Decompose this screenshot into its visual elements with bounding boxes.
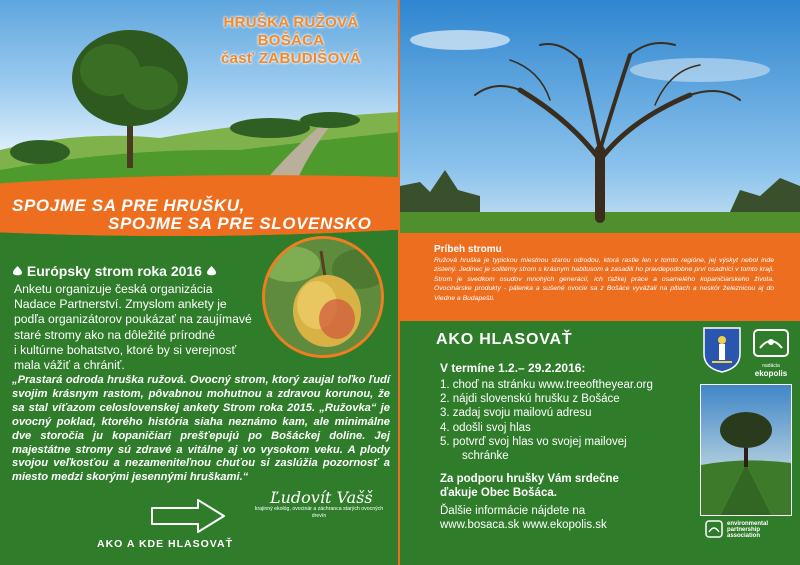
epa-icon	[705, 520, 723, 538]
more-info	[440, 504, 607, 532]
eurostrom-line: mala vážiť a chrániť.	[14, 358, 125, 373]
eurostrom-heading-text: Európsky strom roka 2016	[26, 263, 202, 279]
ekopolis-logo	[752, 328, 790, 376]
eurostrom-line: Nadace Partnerství. Zmyslom ankety je	[14, 297, 227, 312]
how-to-vote-title: AKO HLASOVAŤ	[436, 331, 573, 348]
title-line-3: časť ZABUDIŠOVÁ	[220, 50, 362, 67]
eurostrom-line: i kultúrne bohatstvo, ktoré by si verejnosť	[14, 342, 237, 357]
ekopolis-name: ekopolis	[754, 369, 788, 378]
title-line-2: BOŠÁCA	[257, 32, 325, 49]
tree-sunset-photo	[700, 384, 792, 516]
eurostrom-heading	[12, 263, 217, 279]
list-item: 2. nájdi slovenskú hrušku z Bošáce	[440, 393, 620, 406]
thanks-line-2: ďakuje Obec Bošáca.	[440, 487, 557, 499]
website-links[interactable]: www.bosaca.sk www.ekopolis.sk	[440, 519, 607, 531]
more-info-line: Ďalšie informácie nájdete na	[440, 505, 586, 517]
ekopolis-small-text: nadácia	[762, 363, 780, 369]
arrow-right-icon[interactable]	[148, 496, 228, 536]
signature-caption: krajinný ekológ, ovocinár a záchranca starých ovocných drevín	[254, 506, 384, 519]
list-item: 4. odošli svoj hlas	[440, 421, 531, 434]
eurostrom-line: Anketu organizuje česká organizácia	[14, 282, 213, 296]
coat-of-arms-icon	[702, 326, 742, 374]
thanks-line-1: Za podporu hrušky Vám srdečne	[440, 473, 619, 485]
pear-photo	[262, 236, 384, 358]
pear-icon	[206, 265, 217, 277]
list-item: 1. choď na stránku www.treeoftheyear.org	[440, 379, 653, 391]
list-item: 3. zadaj svoju mailovú adresu	[440, 407, 592, 420]
thanks-text	[440, 472, 619, 500]
list-item: schránke	[462, 450, 509, 463]
ako-a-kde-hlasovat-link[interactable]: AKO A KDE HLASOVAŤ	[96, 538, 234, 550]
ekopolis-icon	[752, 328, 790, 358]
right-panel	[400, 0, 800, 565]
signature: Ľudovít Vašš	[270, 488, 373, 507]
pear-icon	[12, 265, 23, 277]
slogan-line-1: SPOJME SA PRE HRUŠKU,	[12, 196, 246, 215]
eurostrom-body	[14, 282, 264, 373]
epa-line-3: association	[727, 533, 761, 539]
quote-text: „Prastará odroda hruška ružová. Ovocný strom, ktorý zaujal toľko ľudí svojim krásnym rastom, pôvabnou mohutnou a zdravou korunou, že sa stal víťazom celoslovenskej ankety Strom roka 2015. „Ružovka“ je ovocný poklad, ktorého história siaha neznámo kam, ale minimálne dve storočia ju kopaničiari prešťepujú po Bošáckej doline. Jej majestátne stromy sú zdravé a vitálne aj vo vysokom veku. A plody svojou veľkosťou a nezameniteľnou chuťou si zaslúžia pozornosť a miesto medzi skorými jesennými hruškami.“	[12, 374, 390, 484]
title-line-1: HRUŠKA RUŽOVÁ	[223, 14, 359, 31]
epa-line-2: partnership	[727, 527, 761, 533]
list-item: 5. potvrď svoj hlas vo svojej mailovej	[440, 435, 627, 448]
epa-line-1: environmental	[727, 521, 769, 527]
title-block	[196, 14, 386, 68]
story-text: Ružová hruška je typickou miestnou starou odrodou, ktorá rastie len v tomto regióne, jej výskyt nebol inde zistený. Jedinec je solitérny strom s krásnym habitusom a zasadili ho pravdepodobne prví osadníci v tomto kraji. Strom je svedkom osudov mnohých generácií, ich ťažkej práce a osamelého kopaničiarskeho života. Ovocinárske produkty - pálenka a sušené ovocie sa z Bošáce vyvážali na pltiach a neskôr železnicou aj do Viedne a Budapešti.	[434, 257, 774, 302]
story-title: Príbeh stromu	[434, 244, 502, 255]
slogan-line-2: SPOJME SA PRE SLOVENSKO	[108, 214, 372, 233]
eurostrom-line: podľa organizátorov poukázať na zaujímavé	[14, 312, 252, 327]
vote-period: V termíne 1.2.– 29.2.2016:	[440, 361, 586, 375]
eurostrom-line: staré stromy ako na dôležité prírodné	[14, 327, 216, 342]
tree-photo	[400, 0, 800, 242]
vote-steps	[440, 378, 710, 463]
epa-logo	[705, 520, 795, 542]
